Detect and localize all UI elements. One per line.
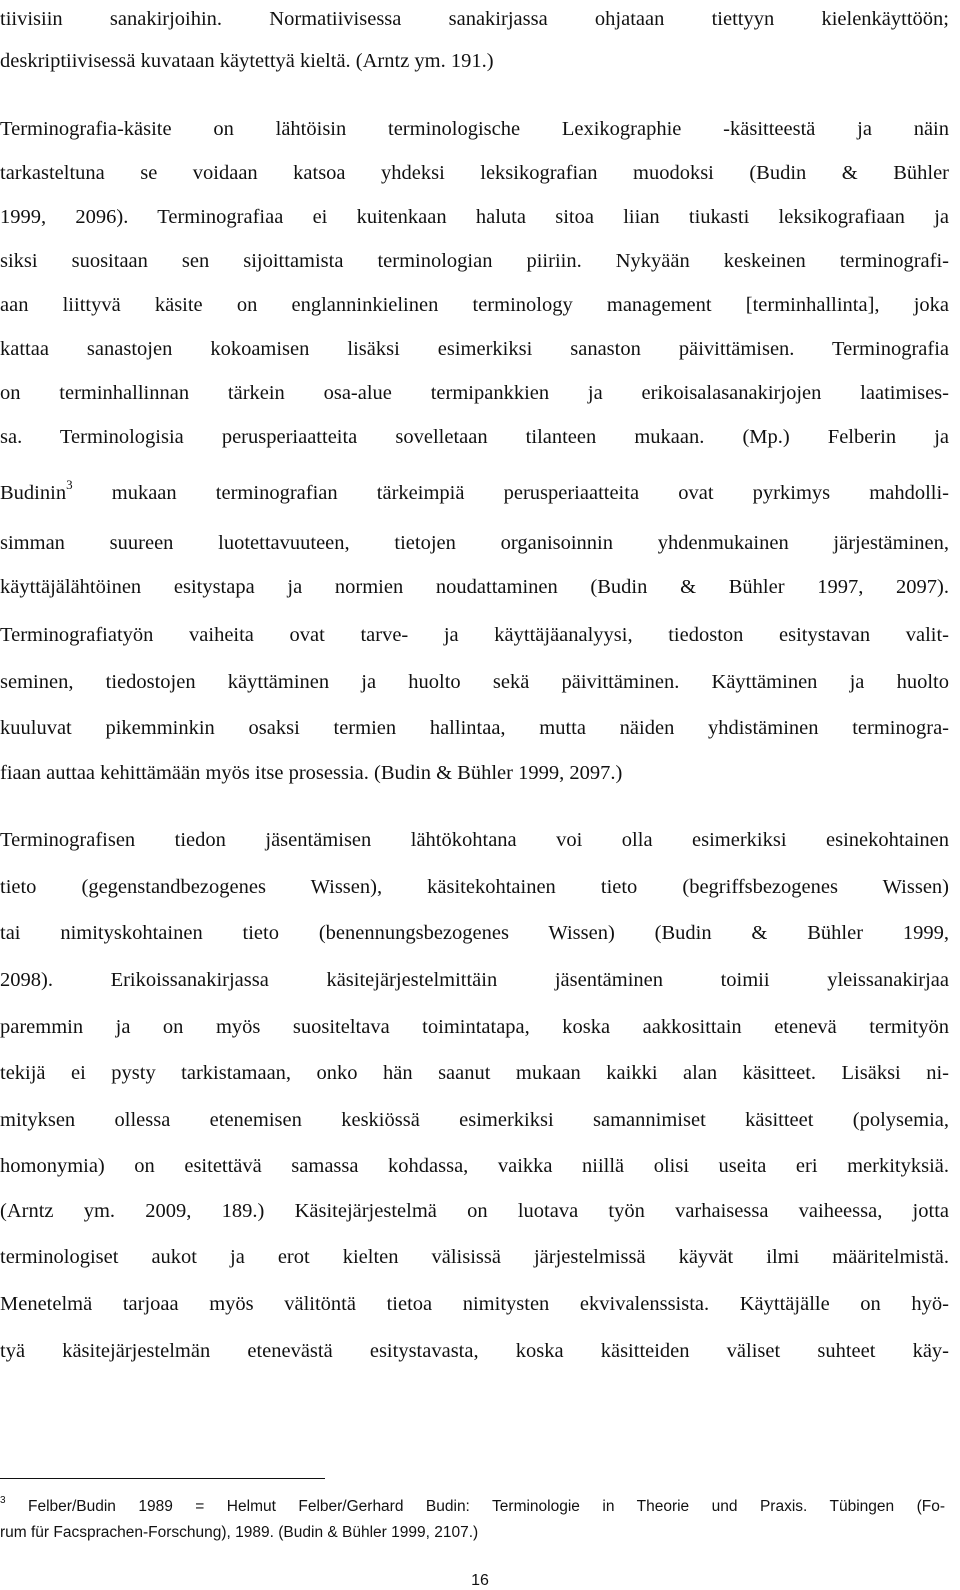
budinin-word: Budinin: [0, 482, 67, 504]
text-line: homonymia) on esitettävä samassa kohdassa, vaikka niillä olisi useita eri merkityksiä.: [0, 1155, 949, 1177]
text-line: tekijä ei pysty tarkistamaan, onko hän saanut mukaan kaikki alan käsitteet. Lisäksi ni-: [0, 1062, 949, 1084]
text-line: (Arntz ym. 2009, 189.) Käsitejärjestelmä on luotava työn varhaisessa vaiheessa, jotta: [0, 1200, 949, 1222]
text-line: Menetelmä tarjoaa myös välitöntä tietoa nimitysten ekvivalenssista. Käyttäjälle on hyö-: [0, 1293, 949, 1315]
text-line: tai nimityskohtainen tieto (benennungsbezogenes Wissen) (Budin & Bühler 1999,: [0, 922, 949, 944]
text-line: 1999, 2096). Terminografiaa ei kuitenkaan haluta sitoa liian tiukasti leksikografiaan ja: [0, 206, 949, 228]
text-line: tyä käsitejärjestelmän etenevästä esitystavasta, koska käsitteiden väliset suhteet käy-: [0, 1340, 949, 1362]
text-line: tarkasteltuna se voidaan katsoa yhdeksi leksikografian muodoksi (Budin & Bühler: [0, 162, 949, 184]
page-number: 16: [471, 1572, 489, 1589]
text-line: aan liittyvä käsite on englanninkielinen terminology management [terminhallinta], joka: [0, 294, 949, 316]
footnote-text: Felber/Budin 1989 = Helmut Felber/Gerhard Budin: Terminologie in Theorie und Praxis. Tübingen (Fo-: [5, 1498, 945, 1515]
footnote-reference[interactable]: 3: [66, 477, 73, 493]
text-line: deskriptiivisessä kuvataan käytettyä kieltä. (Arntz ym. 191.): [0, 50, 494, 72]
text-line: tiivisiin sanakirjoihin. Normatiivisessa sanakirjassa ohjataan tiettyyn kielenkäyttöön;: [0, 8, 949, 30]
text-line: Terminografiatyön vaiheita ovat tarve- ja käyttäjäanalyysi, tiedoston esitystavan valit-: [0, 624, 949, 646]
text-line: 2098). Erikoissanakirjassa käsitejärjestelmittäin jäsentäminen toimii yleissanakirjaa: [0, 969, 949, 991]
footnote-line: rum für Facsprachen-Forschung), 1989. (Budin & Bühler 1999, 2107.): [0, 1524, 479, 1541]
footnote-marker: 3: [0, 1494, 6, 1506]
text-line-with-footnote: [0, 479, 949, 507]
text-line: Terminografisen tiedon jäsentämisen lähtökohtana voi olla esimerkiksi esinekohtainen: [0, 829, 949, 851]
text-line: tieto (gegenstandbezogenes Wissen), käsitekohtainen tieto (begriffsbezogenes Wissen): [0, 876, 949, 898]
text-line: fiaan auttaa kehittämään myös itse prosessia. (Budin & Bühler 1999, 2097.): [0, 762, 623, 784]
text-line: Terminografia-käsite on lähtöisin terminologische Lexikographie -käsitteestä ja näin: [0, 118, 949, 140]
text-line: siksi suositaan sen sijoittamista terminologian piiriin. Nykyään keskeinen terminografi-: [0, 250, 949, 272]
text-line: paremmin ja on myös suositeltava toimintatapa, koska aakkosittain etenevä termityön: [0, 1016, 949, 1038]
text-line: seminen, tiedostojen käyttäminen ja huolto sekä päivittäminen. Käyttäminen ja huolto: [0, 671, 949, 693]
text-line: simman suureen luotettavuuteen, tietojen organisoinnin yhdenmukainen järjestäminen,: [0, 532, 949, 554]
text-line: sa. Terminologisia perusperiaatteita sovelletaan tilanteen mukaan. (Mp.) Felberin ja: [0, 426, 949, 448]
text-line: kattaa sanastojen kokoamisen lisäksi esimerkiksi sanaston päivittämisen. Terminografia: [0, 338, 949, 360]
footnote-line: [0, 1496, 945, 1518]
text-line: käyttäjälähtöinen esitystapa ja normien noudattaminen (Budin & Bühler 1997, 2097).: [0, 576, 949, 598]
text-line: terminologiset aukot ja erot kielten välisissä järjestelmissä käyvät ilmi määritelmistä.: [0, 1246, 949, 1268]
footnote-divider: [0, 1478, 325, 1479]
text-line-rest: mukaan terminografian tärkeimpiä perusperiaatteita ovat pyrkimys mahdolli-: [72, 482, 949, 504]
text-line: on terminhallinnan tärkein osa-alue termipankkien ja erikoisalasanakirjojen laatimises-: [0, 382, 949, 404]
text-line: mityksen ollessa etenemisen keskiössä esimerkiksi samannimiset käsitteet (polysemia,: [0, 1109, 949, 1131]
text-line: kuuluvat pikemminkin osaksi termien hallintaa, mutta näiden yhdistäminen terminogra-: [0, 717, 949, 739]
